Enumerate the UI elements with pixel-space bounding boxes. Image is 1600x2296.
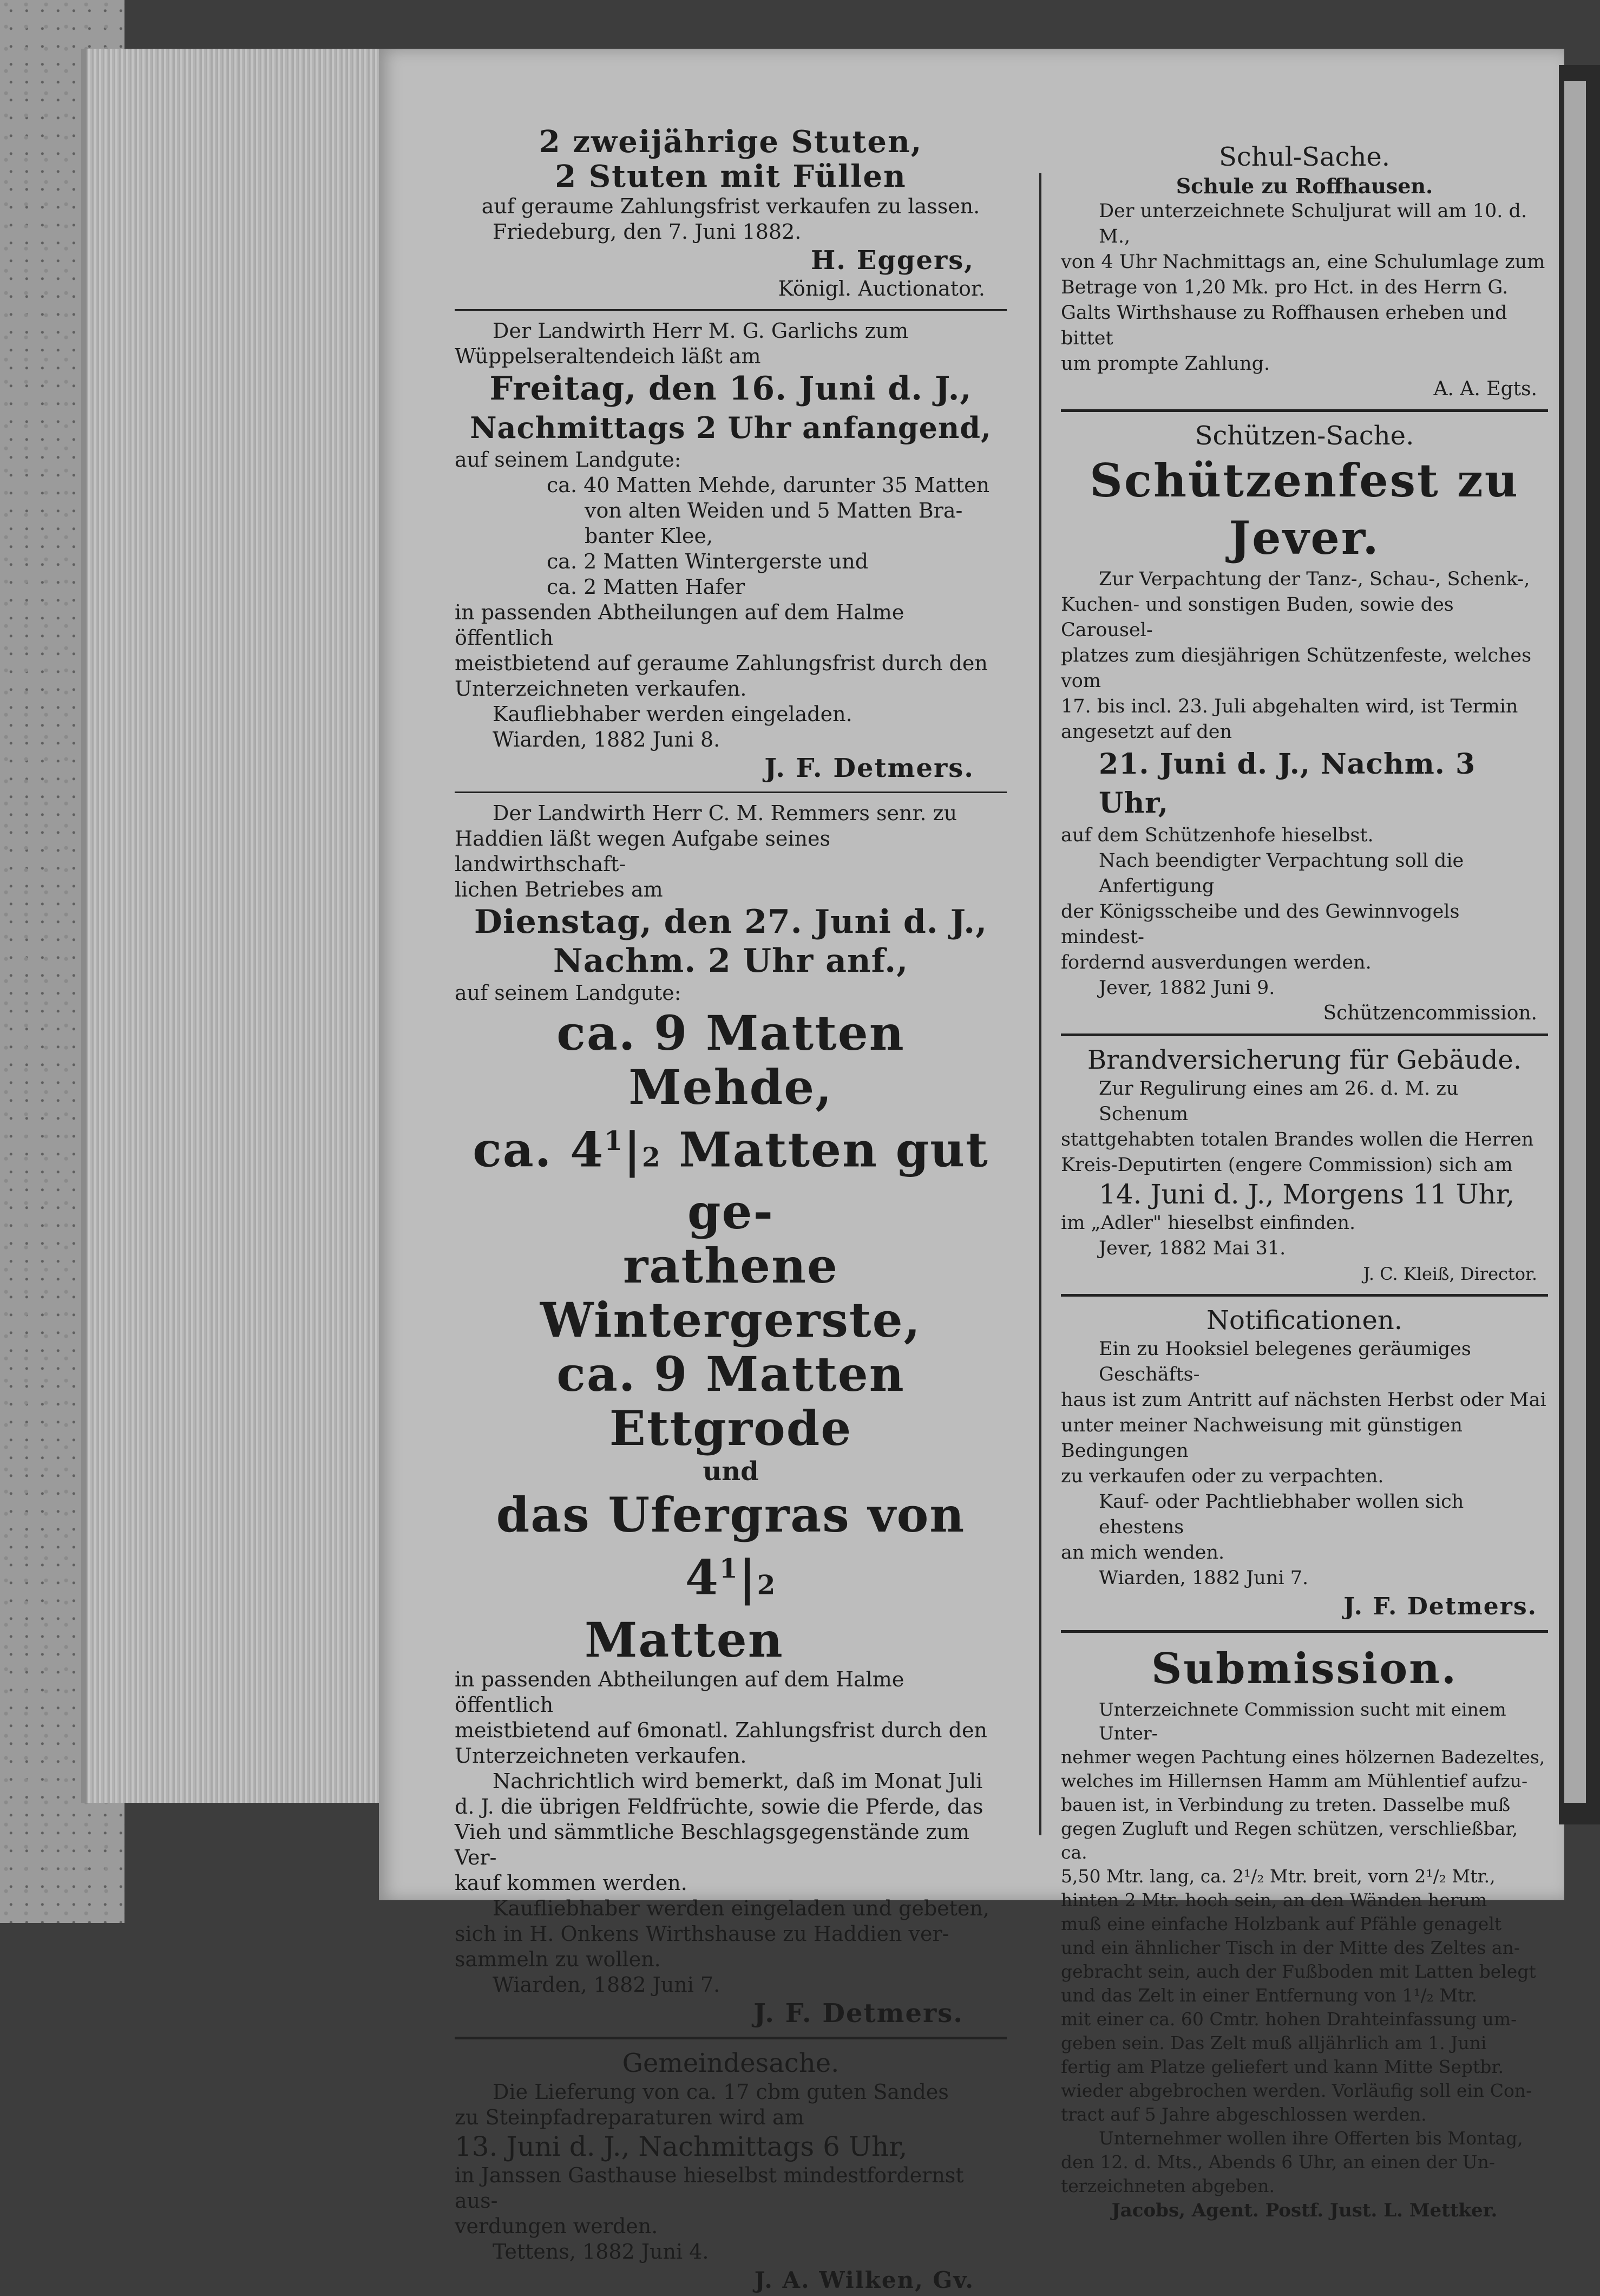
ad-text: Betrage von 1,20 Mk. pro Hct. in des Herrn G. [1061,277,1509,298]
ad-signer-title: Königl. Auctionator. [778,277,985,300]
ad-signer: H. Eggers, [810,245,974,276]
ad-text: geben sein. Das Zelt muß alljährlich am 1. Juni [1061,2032,1487,2053]
ad-text: wieder abgebrochen werden. Vorläufig soll ein Con- [1061,2080,1532,2101]
ad-gemeindesache [455,2047,1007,2296]
right-column [1061,141,1548,2223]
ad-big-line: das Ufergras von $4^1|2$ [496,1487,966,1606]
ad-garlichs [455,318,1007,784]
auction-date: Dienstag, den 27. Juni d. J., [474,903,988,941]
ad-schulsache [1061,141,1548,402]
ad-text: an mich wenden. [1061,1542,1225,1564]
ad-signer: J. A. Wilken, Gv. [754,2266,974,2293]
ad-text: mit einer ca. 60 Cmtr. hohen Drahteinfassung um- [1061,2009,1517,2030]
ad-text: meistbietend auf 6monatl. Zahlungsfrist durch den [455,1718,987,1742]
separator [1061,1294,1548,1297]
ad-place-date: Tettens, 1882 Juni 4. [493,2239,709,2264]
ad-text: fertig am Platze geliefert und kann Mitte Septbr. [1061,2056,1504,2077]
ad-text: Wüppelseraltendeich läßt am [455,344,761,368]
auction-time: Nachm. 2 Uhr anf., [553,942,909,980]
ad-big-line: Matten [585,1611,784,1668]
ad-conjunction: und [703,1456,759,1487]
column-divider [1039,173,1041,1835]
section-heading: Schul-Sache. [1218,142,1391,172]
ad-text: auf seinem Landgute: [455,448,681,472]
ad-schuetzensache [1061,420,1548,1026]
ad-submission [1061,1640,1548,2223]
ad-text: gegen Zugluft und Regen schützen, verschließbar, ca. [1061,1818,1518,1863]
ad-big-line: ca. 9 Matten Mehde, [556,1005,905,1115]
ad-text: Haddien läßt wegen Aufgabe seines landwirthschaft- [455,827,831,876]
ad-text: Die Lieferung von ca. 17 cbm guten Sandes [493,2079,949,2104]
ad-text: hinten 2 Mtr. hoch sein, an den Wänden herum [1061,1889,1487,1911]
ad-text: im „Adler" hieselbst einfinden. [1061,1212,1356,1234]
ad-signer: J. C. Kleiß, Director. [1363,1264,1537,1284]
ad-text: nehmer wegen Pachtung eines hölzernen Badezeltes, [1061,1746,1545,1768]
ad-remmers [455,801,1007,2029]
ad-text: Nachrichtlich wird bemerkt, daß im Monat Juli [493,1769,983,1793]
auction-date: 13. Juni d. J., Nachmittags 6 Uhr, [455,2130,908,2162]
ad-notificationen [1061,1304,1548,1623]
ad-text: auf seinem Landgute: [455,981,681,1005]
ad-text: und das Zelt in einer Entfernung von 1¹/₂ Mtr. [1061,1985,1478,2006]
section-heading: Brandversicherung für Gebäude. [1087,1045,1522,1075]
ad-big-line: rathene Wintergerste, [540,1238,922,1349]
ad-title: 2 zweijährige Stuten, [539,124,923,160]
separator [1061,409,1548,412]
ad-place-date: Wiarden, 1882 Juni 8. [493,728,720,751]
ad-text: um prompte Zahlung. [1061,353,1270,375]
ad-text: haus ist zum Antritt auf nächsten Herbst oder Mai [1061,1389,1546,1411]
ad-text: Der unterzeichnete Schuljurat will am 10. d. M., [1099,200,1527,247]
ad-text: terzeichneten abgeben. [1061,2175,1275,2196]
ad-text: bauen ist, in Verbindung zu treten. Dasselbe muß [1061,1794,1511,1815]
page-block-edges [81,49,384,1803]
ad-text: und ein ähnlicher Tisch in der Mitte des Zeltes an- [1061,1937,1520,1958]
ad-text: ca. 40 Matten Mehde, darunter 35 Matten [547,473,990,497]
auction-date: 21. Juni d. J., Nachm. 3 Uhr, [1099,748,1476,820]
ad-big-line: ca. 9 Matten Ettgrode [556,1346,905,1457]
ad-text: unter meiner Nachweisung mit günstigen Bedingungen [1061,1415,1463,1462]
ad-text: stattgehabten totalen Brandes wollen die Herren [1061,1129,1534,1150]
ad-text: ca. 2 Matten Hafer [547,575,745,599]
separator [455,2037,1007,2039]
section-heading: Notificationen. [1206,1305,1403,1336]
ad-text: banter Klee, [585,524,713,548]
ad-text: Zur Verpachtung der Tanz-, Schau-, Schenk-, [1099,568,1530,590]
ad-text: lichen Betriebes am [455,878,663,901]
ad-text: Unterzeichneten verkaufen. [455,677,747,701]
ad-place-date: Wiarden, 1882 Juni 7. [1099,1567,1309,1589]
ad-text: Unternehmer wollen ihre Offerten bis Montag, [1099,2128,1523,2149]
separator [1061,1630,1548,1633]
ad-text: gebracht sein, auch der Fußboden mit Latten belegt [1061,1961,1536,1982]
ad-text: angesetzt auf den [1061,721,1232,743]
ad-text: Galts Wirthshause zu Roffhausen erheben und bittet [1061,302,1507,349]
section-heading: Submission. [1151,1644,1458,1693]
auction-date: Freitag, den 16. Juni d. J., [489,370,972,408]
ad-signer: J. F. Detmers. [764,753,974,783]
ad-text: sammeln zu wollen. [455,1947,661,1971]
ad-signer: Jacobs, Agent. Postf. Just. L. Mettker. [1111,2200,1498,2221]
ad-text: kauf kommen werden. [455,1870,687,1895]
separator [455,792,1007,793]
ad-text: in passenden Abtheilungen auf dem Halme öffentlich [455,600,904,650]
ad-text: Kuchen- und sonstigen Buden, sowie des Carousel- [1061,594,1454,641]
ad-text: Der Landwirth Herr M. G. Garlichs zum [493,319,909,343]
ad-text: auf geraume Zahlungsfrist verkaufen zu lassen. [481,194,980,218]
ad-big-title: Schützenfest zu Jever. [1090,454,1519,565]
ad-text: Unterzeichneten verkaufen. [455,1743,747,1768]
ad-text: verdungen werden. [455,2214,658,2238]
ad-text: auf dem Schützenhofe hieselbst. [1061,825,1374,846]
ad-text: platzes zum diesjährigen Schützenfeste, welches vom [1061,645,1532,692]
ad-text: Vieh und sämmtliche Beschlagsgegenstände zum Ver- [455,1820,970,1869]
section-heading: Gemeindesache. [622,2048,840,2078]
ad-text: Unterzeichnete Commission sucht mit einem Unter- [1099,1699,1506,1744]
ad-text: der Königsscheibe und des Gewinnvogels mindest- [1061,901,1460,948]
ad-text: Zur Regulirung eines am 26. d. M. zu Schenum [1099,1078,1459,1125]
ad-place-date: Wiarden, 1882 Juni 7. [493,1972,720,1997]
ad-text: meistbietend auf geraume Zahlungsfrist durch den [455,651,988,675]
section-heading: Schützen-Sache. [1195,421,1414,451]
ad-text: welches im Hillernsen Hamm am Mühlentief aufzu- [1061,1770,1528,1791]
separator [1061,1033,1548,1036]
ad-text: tract auf 5 Jahre abgeschlossen werden. [1061,2104,1427,2125]
separator [455,309,1007,311]
ad-stuten [455,125,1007,302]
ad-place-date: Jever, 1882 Mai 31. [1099,1238,1286,1259]
ad-text: 17. bis incl. 23. Juli abgehalten wird, ist Termin [1061,696,1518,717]
ad-text: fordernd ausverdungen werden. [1061,952,1372,973]
next-page-edge [1564,81,1586,1803]
ad-text: den 12. d. Mts., Abends 6 Uhr, an einen der Un- [1061,2151,1496,2173]
ad-text: in passenden Abtheilungen auf dem Halme öffentlich [455,1667,904,1717]
auction-time: Nachmittags 2 Uhr anfangend, [470,410,992,445]
ad-text: zu Steinpfadreparaturen wird am [455,2105,804,2129]
ad-text: Der Landwirth Herr C. M. Remmers senr. zu [493,801,958,825]
ad-text: Kauf- oder Pachtliebhaber wollen sich ehestens [1099,1491,1464,1538]
section-subheading: Schule zu Roffhausen. [1176,174,1433,198]
ad-signer: Schützencommission. [1323,1002,1537,1024]
ad-signer: J. F. Detmers. [1343,1593,1537,1620]
ad-brandversicherung [1061,1044,1548,1286]
ad-text: zu verkaufen oder zu verpachten. [1061,1466,1384,1487]
auction-date: 14. Juni d. J., Morgens 11 Uhr, [1099,1179,1515,1210]
ad-text: in Janssen Gasthause hieselbst mindestfordernst aus- [455,2163,964,2213]
ad-text: d. J. die übrigen Feldfrüchte, sowie die Pferde, das [455,1794,983,1819]
ad-text: Kreis-Deputirten (engere Commission) sich am [1061,1154,1513,1176]
ad-text: ca. 2 Matten Wintergerste und [547,550,869,573]
ad-text: muß eine einfache Holzbank auf Pfähle genagelt [1061,1913,1502,1934]
ad-text: Kaufliebhaber werden eingeladen und gebeten, [493,1896,989,1920]
ad-text: Ein zu Hooksiel belegenes geräumiges Geschäfts- [1099,1338,1471,1385]
ad-text: Kaufliebhaber werden eingeladen. [493,702,853,726]
ad-title: 2 Stuten mit Füllen [555,159,907,194]
ad-big-line: ca. $4^1|2$ Matten gut ge- [473,1121,989,1240]
ad-text: 5,50 Mtr. lang, ca. 2¹/₂ Mtr. breit, vorn 2¹/₂ Mtr., [1061,1866,1496,1887]
ad-text: von 4 Uhr Nachmittags an, eine Schulumlage zum [1061,251,1545,273]
ad-signer: J. F. Detmers. [753,1998,963,2029]
ad-text: sich in H. Onkens Wirthshause zu Haddien ver- [455,1921,949,1946]
ad-place-date: Jever, 1882 Juni 9. [1099,977,1275,999]
ad-signer: A. A. Egts. [1433,378,1537,400]
left-column [455,125,1007,2296]
ad-text: von alten Weiden und 5 Matten Bra- [585,499,963,522]
ad-text: Nach beendigter Verpachtung soll die Anfertigung [1099,850,1464,897]
ad-place-date: Friedeburg, den 7. Juni 1882. [493,220,802,244]
